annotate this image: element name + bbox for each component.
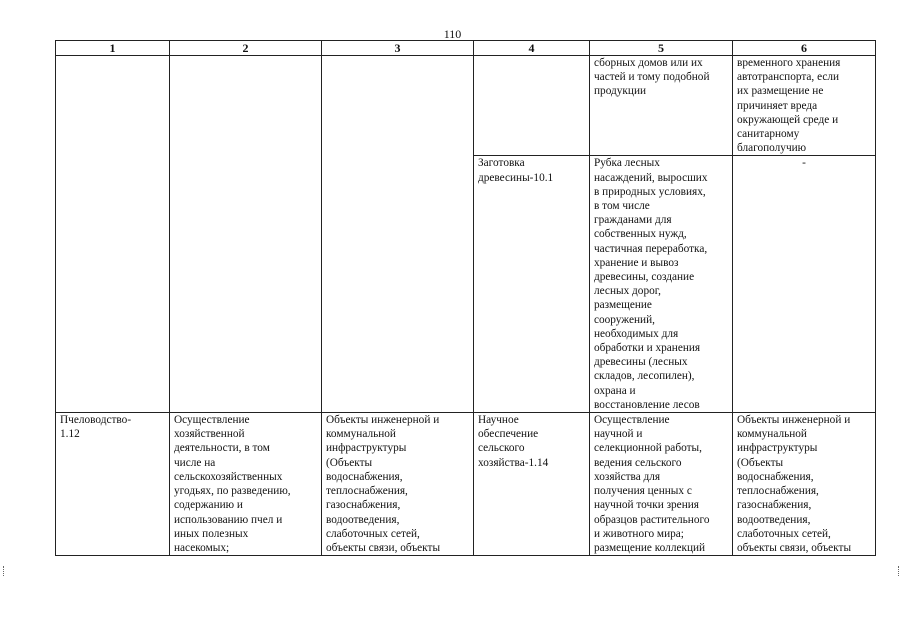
cell-text-line: объекты связи, объекты [737, 541, 852, 554]
header-col-2: 2 [170, 41, 322, 56]
cell-text-line: содержанию и [174, 499, 243, 512]
cell-text-line: сельского [478, 442, 525, 455]
cell-r1-c1 [56, 56, 170, 413]
cell-text-line: научной и [594, 428, 643, 441]
cell-text-line: 1.12 [60, 428, 80, 441]
cell-text-line: временного хранения [737, 57, 841, 69]
cell-text-line: (Объекты [326, 456, 373, 469]
cell-text-line: слаботочных сетей, [326, 527, 420, 540]
cell-text-line: Пчеловодство- [60, 414, 132, 427]
cell-text-line: теплоснабжения, [737, 485, 819, 498]
cell-text-line: охрана и [594, 384, 636, 397]
cell-r1-c2 [170, 56, 322, 413]
cell-text-line: лесных дорог, [594, 285, 661, 298]
cell-r1-c6 [733, 56, 876, 156]
cell-text-line: размещение коллекций [594, 541, 706, 554]
cell-text-line: научной точки зрения [594, 499, 699, 512]
header-col-1: 1 [56, 41, 170, 56]
scan-edge-mark [898, 566, 903, 576]
cell-text-line: получения ценных с [594, 485, 692, 498]
cell-text-line: коммунальной [737, 428, 807, 441]
cell-text-line: Заготовка [478, 157, 525, 170]
cell-text-line: Рубка лесных [594, 157, 660, 170]
cell-text-line: древесины-10.1 [478, 171, 554, 184]
cell-text-line: складов, лесопилен), [594, 370, 695, 383]
cell-text-line: их размещение не [737, 85, 824, 98]
cell-text-line: (Объекты [737, 456, 784, 469]
cell-text-line: инфраструктуры [737, 442, 818, 455]
cell-text-line: обработки и хранения [594, 342, 701, 355]
cell-text-line: древесины, создание [594, 271, 695, 284]
cell-text-line: хозяйственной [174, 428, 245, 441]
cell-text-line: образцов растительного [594, 513, 710, 526]
header-col-6: 6 [733, 41, 876, 56]
cell-r2-c4 [474, 156, 590, 413]
cell-text-line: сборных домов или их [594, 57, 703, 69]
cell-r3-c6 [733, 413, 876, 556]
cell-text-line: водоснабжения, [737, 470, 814, 483]
header-col-3: 3 [322, 41, 474, 56]
table-row [56, 413, 876, 556]
cell-r2-c6: - [733, 156, 876, 413]
cell-text-line: частичная переработка, [594, 242, 708, 255]
cell-text-line: Научное [478, 414, 519, 427]
cell-text-line: теплоснабжения, [326, 485, 408, 498]
cell-text-line: Осуществление [174, 414, 250, 427]
cell-text-line: древесины (лесных [594, 356, 688, 369]
cell-text-line: частей и тому подобной [594, 71, 710, 84]
cell-r3-c1 [56, 413, 170, 556]
cell-text-line: газоснабжения, [326, 499, 401, 512]
cell-text-line: водоотведения, [326, 513, 400, 526]
cell-text-line: селекционной работы, [594, 442, 702, 455]
cell-text-line: санитарному [737, 128, 800, 141]
zoning-table [55, 40, 876, 556]
cell-text-line: объекты связи, объекты [326, 541, 441, 554]
cell-text-line: водоснабжения, [326, 470, 403, 483]
header-row [56, 41, 876, 56]
cell-r3-c5 [590, 413, 733, 556]
cell-text-line: благополучию [737, 142, 807, 155]
cell-text-line: гражданами для [594, 214, 672, 227]
table-row [56, 56, 876, 156]
cell-text-line: насекомых; [174, 541, 230, 554]
cell-text-line: числе на [174, 456, 216, 469]
header-col-5: 5 [590, 41, 733, 56]
cell-text-line: размещение [594, 299, 652, 312]
cell-text-line: хозяйства для [594, 470, 661, 483]
cell-r2-c5 [590, 156, 733, 413]
cell-text-line: хозяйства-1.14 [478, 456, 549, 469]
cell-text-line: коммунальной [326, 428, 396, 441]
cell-text-line: необходимых для [594, 327, 679, 340]
cell-text-line: ведения сельского [594, 456, 682, 469]
cell-text-line: использованию пчел и [174, 513, 283, 526]
cell-text-line: сооружений, [594, 313, 655, 326]
cell-r1-c4 [474, 56, 590, 156]
header-col-4: 4 [474, 41, 590, 56]
cell-text-line: водоотведения, [737, 513, 811, 526]
cell-text-line: инфраструктуры [326, 442, 407, 455]
cell-text-line: угодьях, по разведению, [174, 485, 291, 498]
cell-text-line: насаждений, выросших [594, 171, 708, 184]
cell-r3-c3 [322, 413, 474, 556]
cell-text-line: слаботочных сетей, [737, 527, 831, 540]
cell-text-line: и животного мира; [594, 527, 684, 540]
cell-r3-c4 [474, 413, 590, 556]
cell-text-line: обеспечение [478, 428, 539, 441]
cell-text-line: Объекты инженерной и [737, 414, 851, 427]
cell-r3-c2 [170, 413, 322, 556]
page-number: 110 [443, 27, 462, 41]
cell-text-line: в том числе [594, 200, 650, 213]
cell-r1-c3 [322, 56, 474, 413]
cell-r1-c5 [590, 56, 733, 156]
cell-text-line: в природных условиях, [594, 185, 706, 198]
cell-text-line: хранение и вывоз [594, 256, 679, 269]
cell-text-line: автотранспорта, если [737, 71, 840, 84]
cell-text-line: иных полезных [174, 527, 249, 540]
cell-text-line: Объекты инженерной и [326, 414, 440, 427]
cell-text-line: собственных нужд, [594, 228, 687, 241]
cell-text-line: сельскохозяйственных [174, 470, 283, 483]
cell-text-line: деятельности, в том [174, 442, 270, 455]
cell-text-line: восстановление лесов [594, 398, 700, 411]
cell-text-line: газоснабжения, [737, 499, 812, 512]
cell-text-line: продукции [594, 85, 647, 98]
cell-text-line: окружающей среде и [737, 113, 839, 126]
scan-edge-mark [3, 566, 8, 576]
cell-text-line: причиняет вреда [737, 99, 818, 112]
cell-text-line: Осуществление [594, 414, 670, 427]
